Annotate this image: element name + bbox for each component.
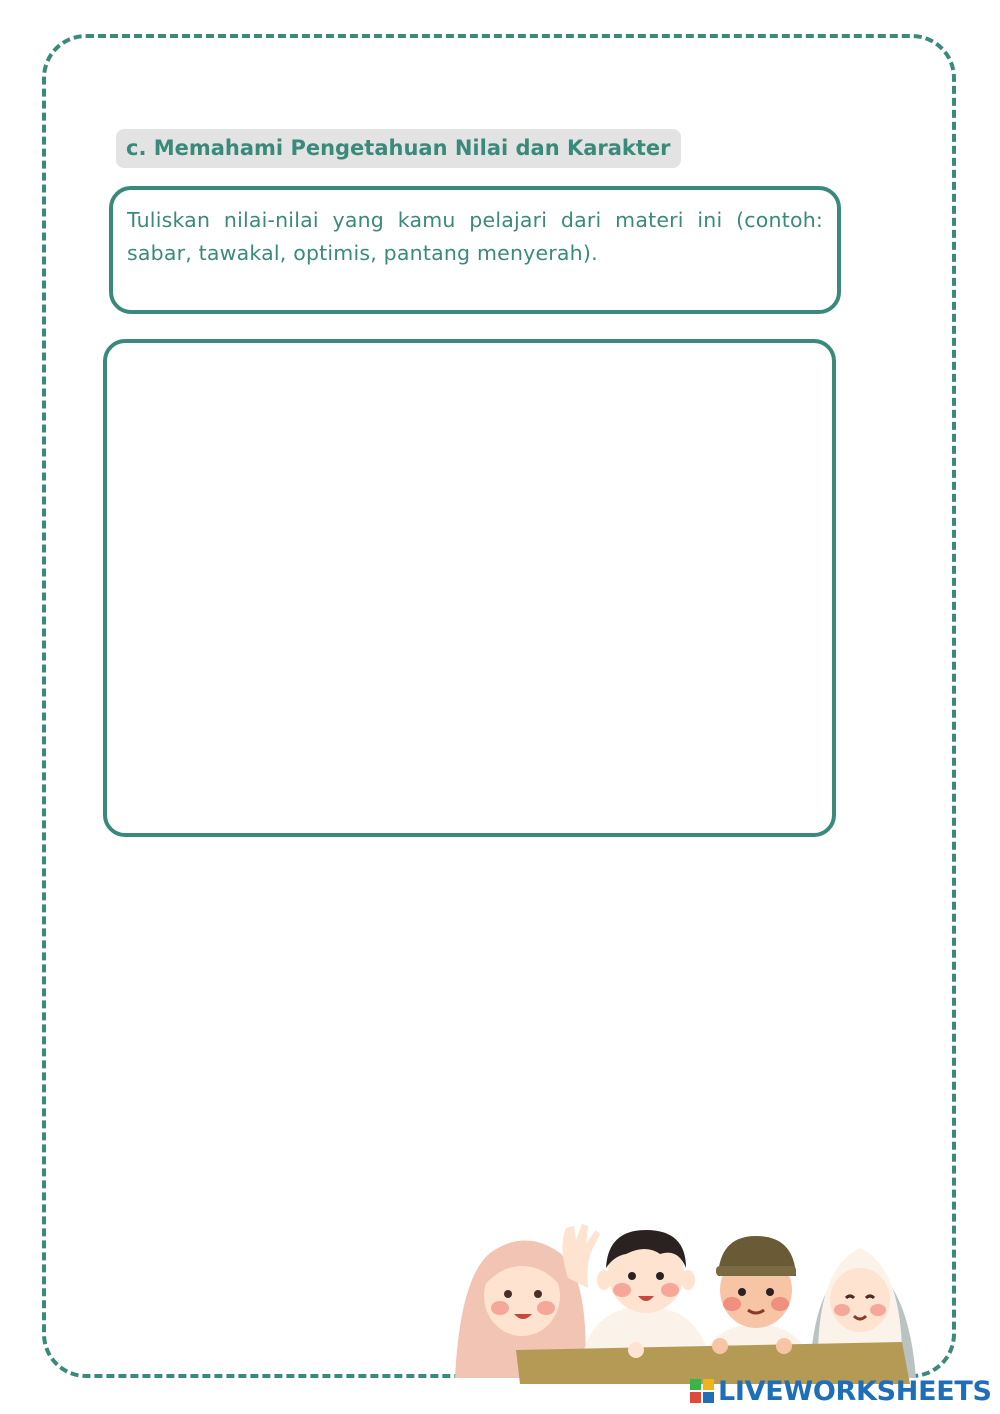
answer-box (103, 339, 836, 837)
watermark-text: LIVEWORKSHEETS (718, 1375, 992, 1407)
answer-textarea[interactable] (107, 343, 832, 833)
watermark (690, 1374, 992, 1408)
instruction-text: Tuliskan nilai-nilai yang kamu pelajari dari materi ini (contoh: sabar, tawakal, optimis, pantang menyerah). (127, 208, 823, 265)
liveworksheets-logo-icon (690, 1379, 714, 1403)
instruction-box (109, 186, 841, 314)
children-group-illustration (450, 1218, 930, 1384)
section-title: c. Memahami Pengetahuan Nilai dan Karakter (116, 129, 681, 168)
